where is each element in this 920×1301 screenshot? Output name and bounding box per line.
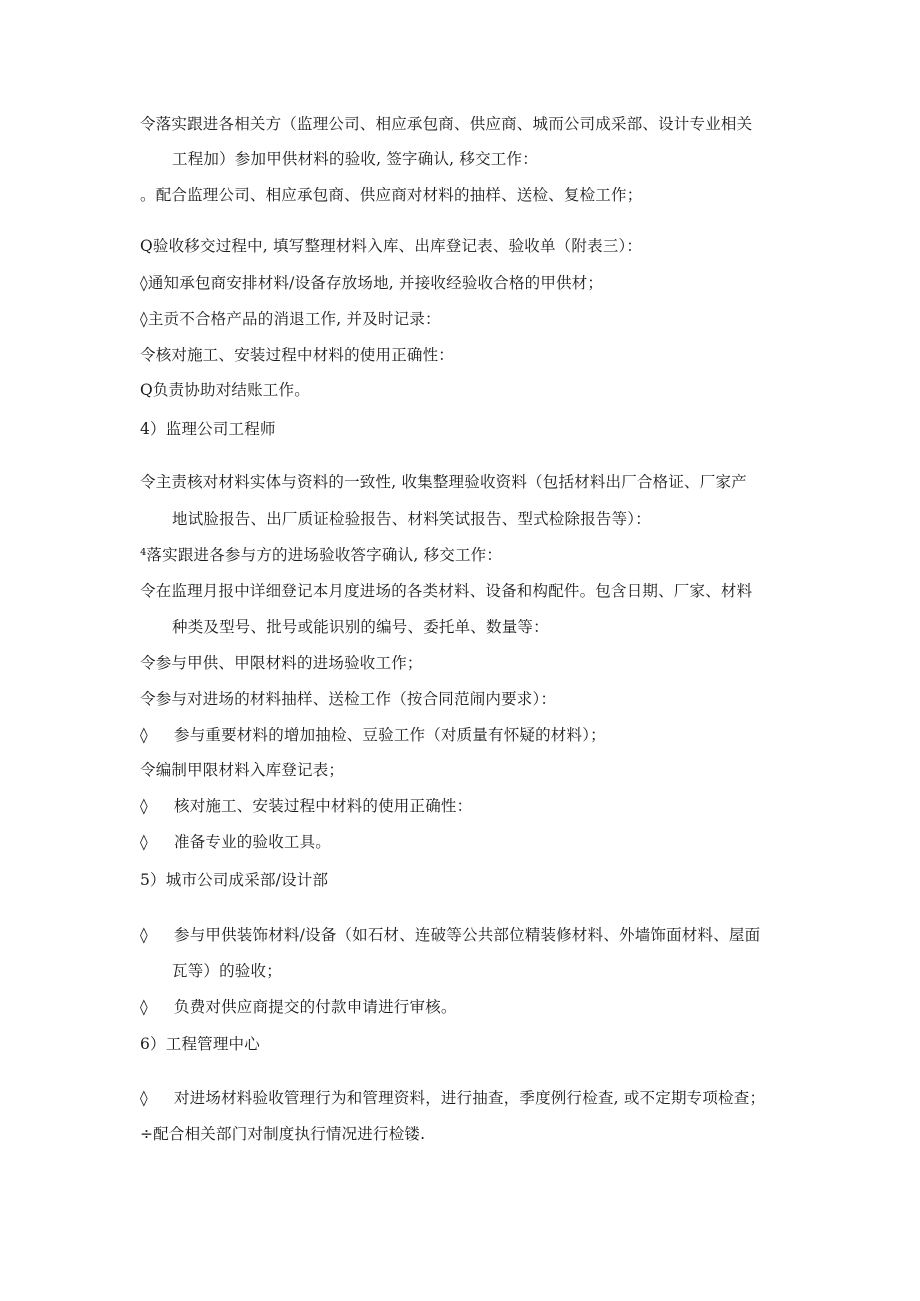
bullet-text: 核对施工、安装过程中材料的使用正确性： [174,797,473,815]
diamond-bullet-icon: ◊ [140,797,148,815]
paragraph: ÷配合相关部门对制度执行情况进行检镂. [140,1125,426,1143]
section-heading: 5）城市公司成采部/设计部 [140,871,329,889]
paragraph: 令参与对进场的材料抽样、送检工作（按合同范闹内要求）： [140,690,557,708]
paragraph: Q验收移交过程中, 填写整理材料入库、出库登记表、验收单（附表三）： [140,237,643,255]
diamond-bullet-icon: ◊ [140,726,148,744]
bullet-item [140,832,331,852]
bullet-text: 负费对供应商提交的付款申请进行审核。 [174,998,457,1016]
bullet-text: 参与甲供装饰材料/设备（如石材、连破等公共部位精装修材料、外墙饰面材料、屋面 [174,926,761,944]
paragraph: Q负责协助对结账工作。 [140,381,310,399]
bullet-item [140,725,606,745]
section-heading: 4）监理公司工程师 [140,420,276,438]
bullet-text: 准备专业的验收工具。 [174,833,332,851]
paragraph: ◊主贡不合格产品的消退工作, 并及时记录： [140,310,441,328]
paragraph: ◊通知承包商安排材料/设备存放场地, 并接收经验收合格的甲供材； [140,274,604,292]
paragraph-continuation: 地试脸报告、出厂质证检验报告、材料笑试报告、型式检除报告等）： [172,510,651,528]
paragraph-continuation: 瓦等）的验收； [172,962,282,980]
paragraph: 令核对施工、安装过程中材料的使用正确性： [140,346,455,364]
diamond-bullet-icon: ◊ [140,926,148,944]
diamond-bullet-icon: ◊ [140,998,148,1016]
bullet-item [140,796,472,816]
paragraph: 令落实跟进各相关方（监理公司、相应承包商、供应商、城而公司成采部、设计专业相关 [140,115,753,133]
bullet-item [140,1088,765,1108]
paragraph: 令在监理月报中详细登记本月度进场的各类材料、设备和构配件。包含日期、厂家、材料 [140,582,753,600]
paragraph: ⁴落实跟进各参与方的进场验收答字确认, 移交工作： [140,546,503,564]
bullet-item [140,925,760,945]
bullet-text: 对进场材料验收管理行为和管理资料，进行抽查，季度例行检查, 或不定期专项检查； [174,1089,766,1107]
paragraph-continuation: 工程加）参加甲供材料的验收, 签字确认, 移交工作： [172,150,538,168]
paragraph: 。配合监理公司、相应承包商、供应商对材料的抽样、送检、复检工作； [140,186,643,204]
paragraph: 令编制甲限材料入库登记表； [140,761,345,779]
diamond-bullet-icon: ◊ [140,1089,148,1107]
paragraph-continuation: 种类及型号、批号或能识别的编号、委托单、数量等： [172,618,549,636]
bullet-text: 参与重要材料的增加抽检、豆验工作（对质量有怀疑的材料）； [174,726,606,744]
paragraph: 令主责核对材料实体与资料的一致性, 收集整理验收资料（包括材料出厂合格证、厂家产 [140,473,747,491]
diamond-bullet-icon: ◊ [140,833,148,851]
paragraph: 令参与甲供、甲限材料的进场验收工作； [140,654,423,672]
bullet-item [140,997,457,1017]
section-heading: 6）工程管理中心 [140,1035,260,1053]
